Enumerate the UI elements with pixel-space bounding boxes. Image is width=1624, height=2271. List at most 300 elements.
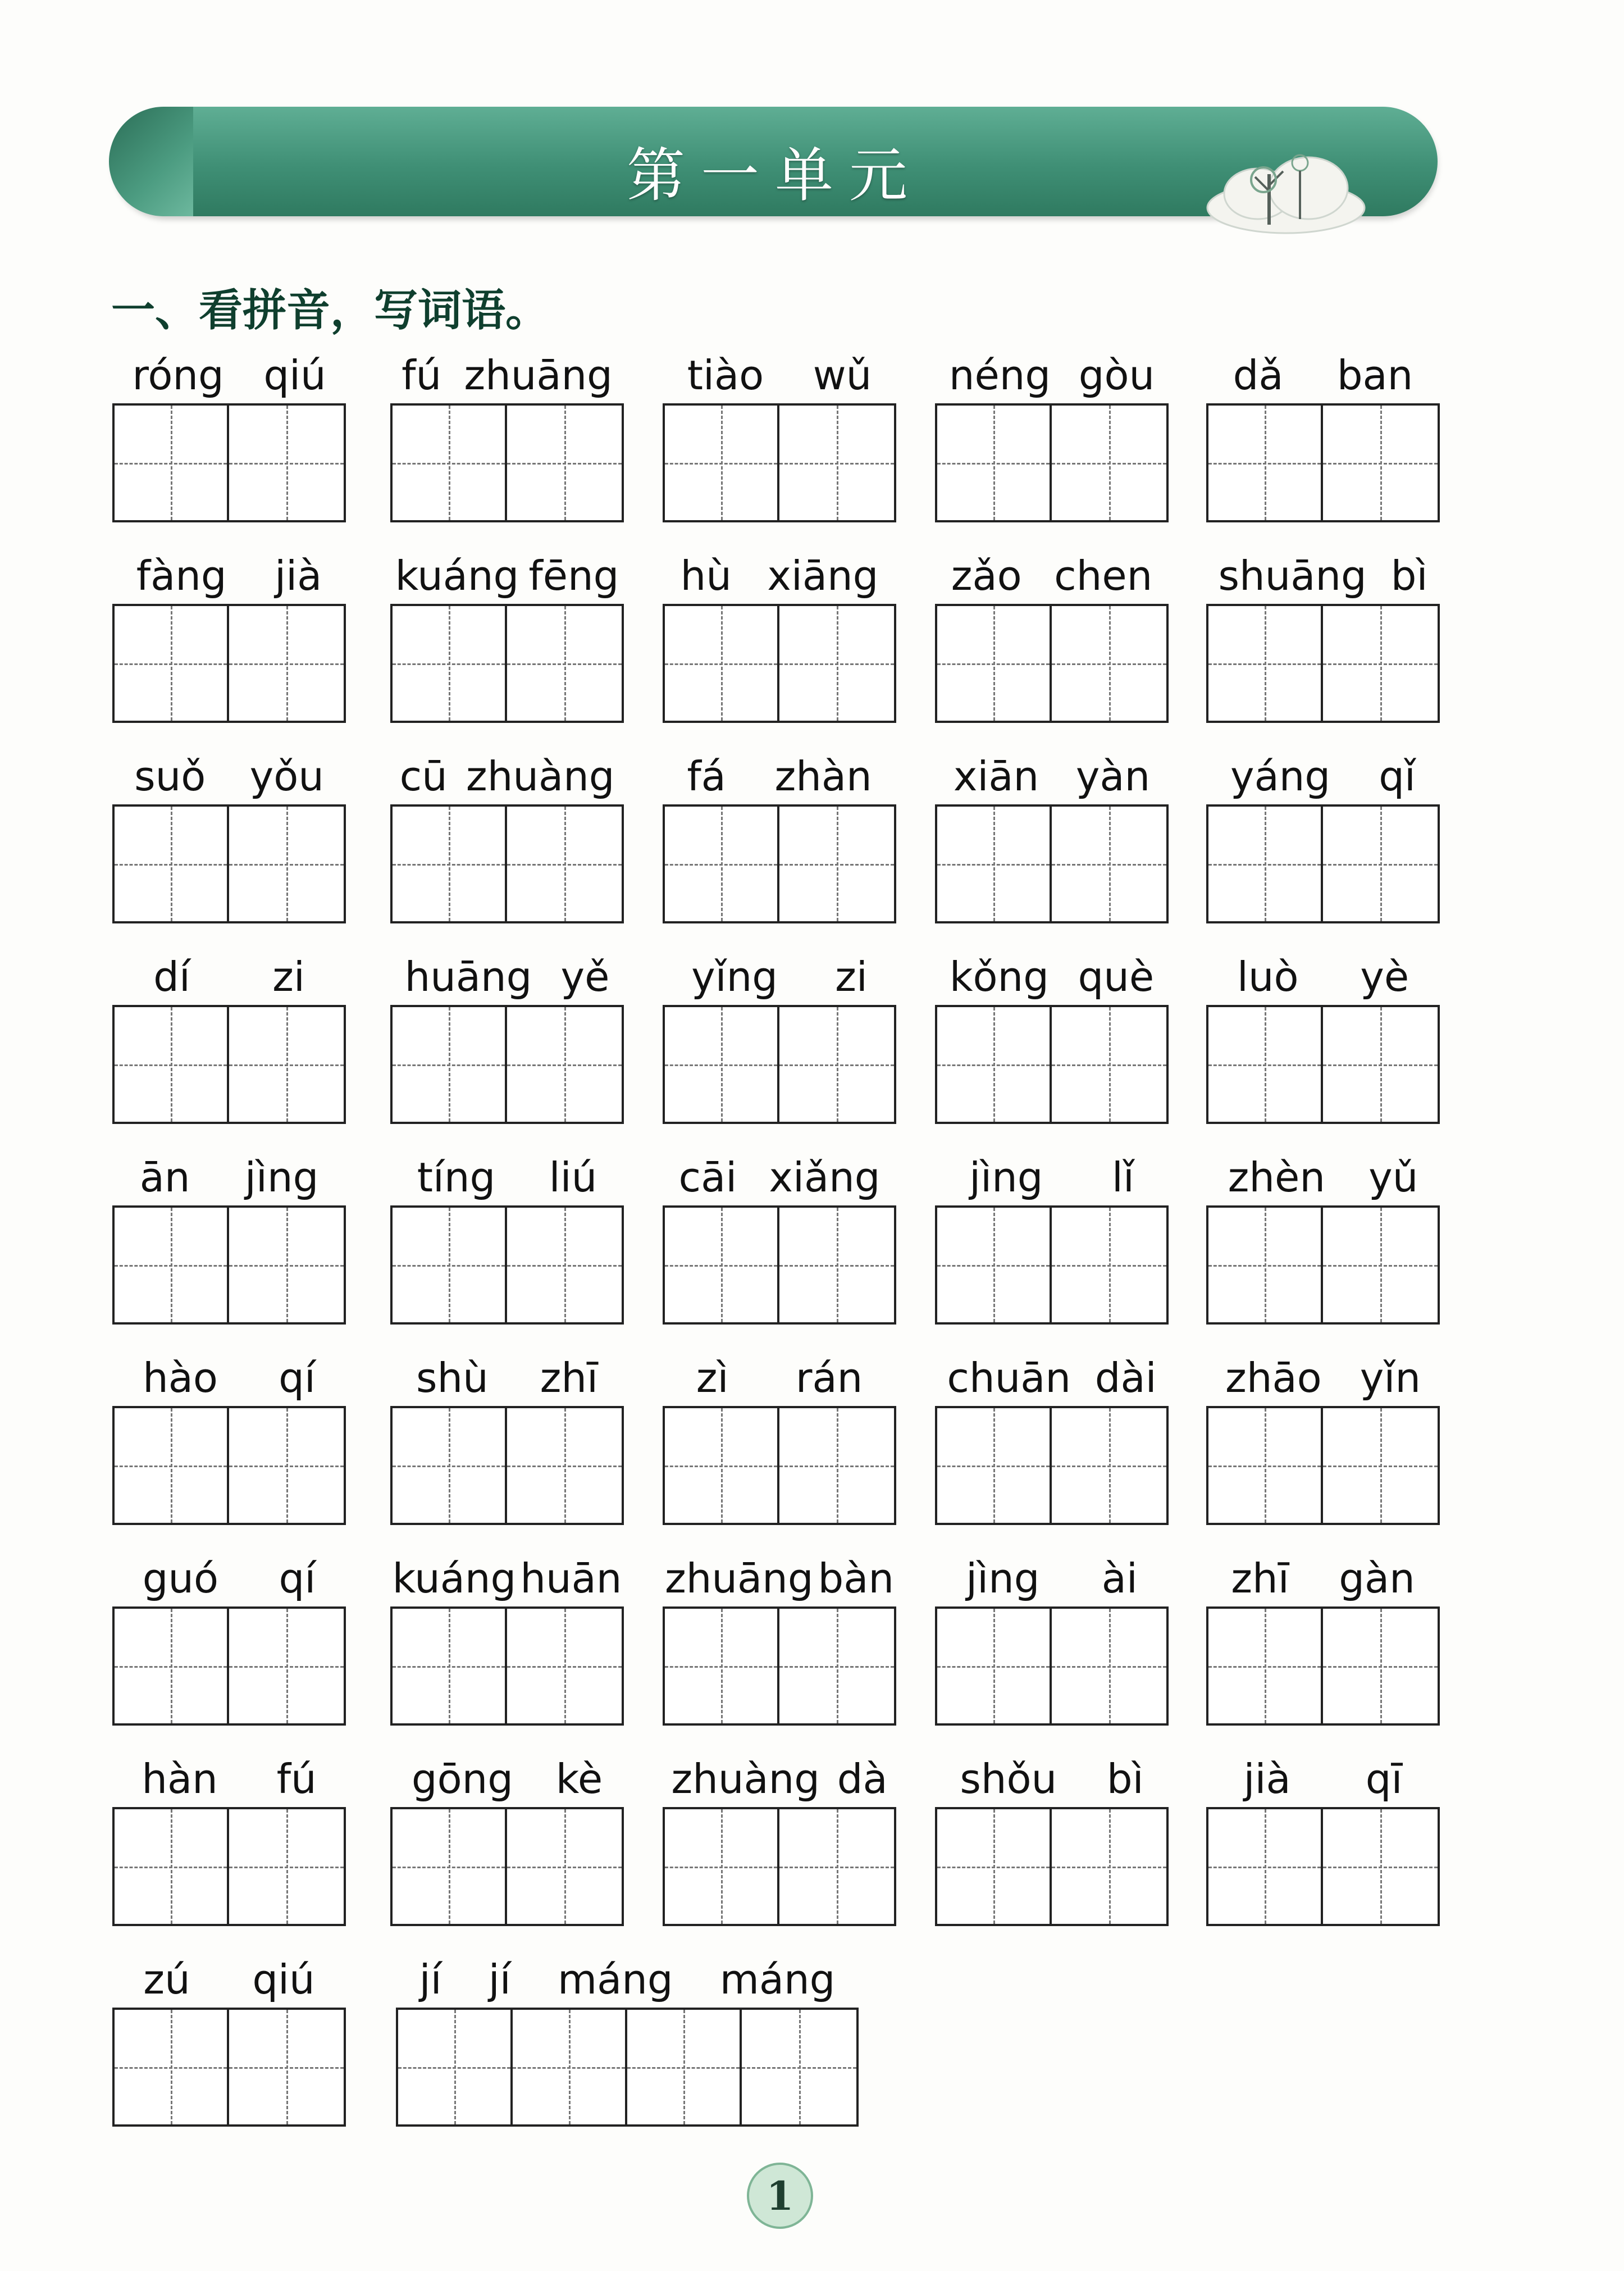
pinyin-syllable: jí: [488, 1956, 511, 2003]
writing-boxes: [663, 1406, 896, 1525]
writing-boxes: [935, 1406, 1169, 1525]
tianzige-box[interactable]: [665, 1208, 779, 1322]
pinyin-syllable: ban: [1336, 352, 1413, 399]
tianzige-box[interactable]: [1208, 1208, 1323, 1322]
pinyin-syllable: yě: [560, 953, 610, 1000]
word-cell: [390, 1145, 624, 1330]
page-number: 1: [747, 2163, 813, 2229]
writing-boxes: [1206, 1205, 1440, 1325]
pinyin-syllable: kuáng: [395, 552, 519, 599]
pinyin-syllable: qī: [1365, 1755, 1403, 1803]
pinyin-syllable: shǒu: [960, 1755, 1057, 1803]
pinyin-syllable: máng: [719, 1956, 836, 2003]
writing-boxes: [112, 604, 346, 723]
tianzige-box[interactable]: [507, 1809, 622, 1924]
pinyin-syllable: jìng: [244, 1154, 319, 1201]
tianzige-box[interactable]: [1323, 1007, 1438, 1122]
word-cell: [112, 343, 346, 528]
word-cell: [112, 1746, 346, 1932]
pinyin-line: [1206, 1546, 1440, 1602]
tianzige-box[interactable]: [665, 1809, 779, 1924]
tianzige-box[interactable]: [115, 1208, 229, 1322]
pinyin-syllable: kè: [555, 1755, 603, 1803]
tianzige-box[interactable]: [1208, 406, 1323, 520]
pinyin-syllable: zú: [143, 1956, 190, 2003]
tianzige-box[interactable]: [1208, 807, 1323, 921]
pinyin-syllable: cū: [399, 753, 448, 800]
tianzige-box[interactable]: [665, 807, 779, 921]
pinyin-syllable: fēng: [528, 552, 619, 599]
tianzige-box[interactable]: [507, 406, 622, 520]
tianzige-box[interactable]: [627, 2010, 742, 2124]
word-cell: [935, 744, 1169, 929]
pinyin-line: [935, 1345, 1169, 1401]
tianzige-box[interactable]: [229, 1208, 344, 1322]
pinyin-line: [935, 1746, 1169, 1803]
word-cell: [390, 543, 624, 729]
pinyin-syllable: gàn: [1339, 1555, 1415, 1602]
pinyin-syllable: dà: [837, 1755, 888, 1803]
tianzige-box[interactable]: [1208, 1408, 1323, 1523]
pinyin-syllable: jià: [1243, 1755, 1291, 1803]
pinyin-line: [390, 1546, 624, 1602]
pinyin-syllable: ài: [1101, 1555, 1138, 1602]
pinyin-syllable: fàng: [136, 552, 227, 599]
writing-boxes: [1206, 403, 1440, 522]
tianzige-box[interactable]: [229, 1809, 344, 1924]
pinyin-syllable: gòu: [1078, 352, 1155, 399]
tianzige-box[interactable]: [507, 606, 622, 721]
writing-boxes: [390, 1005, 624, 1124]
pinyin-syllable: yǐng: [691, 953, 778, 1000]
word-cell: [935, 343, 1169, 528]
word-cell: [390, 944, 624, 1130]
word-cell: [935, 1546, 1169, 1731]
word-cell: [663, 1345, 896, 1531]
writing-boxes: [390, 804, 624, 923]
word-cell: [935, 1345, 1169, 1531]
pinyin-syllable: jìng: [969, 1154, 1043, 1201]
tianzige-box[interactable]: [665, 406, 779, 520]
word-cell: [663, 343, 896, 528]
tianzige-box[interactable]: [1208, 1007, 1323, 1122]
tianzige-box[interactable]: [665, 606, 779, 721]
tianzige-box[interactable]: [779, 406, 894, 520]
pinyin-syllable: hù: [680, 552, 732, 599]
pinyin-syllable: tíng: [417, 1154, 496, 1201]
pinyin-syllable: zǎo: [951, 552, 1022, 599]
writing-boxes: [390, 1205, 624, 1325]
pinyin-syllable: chen: [1054, 552, 1153, 599]
pinyin-syllable: huān: [520, 1555, 622, 1602]
tianzige-box[interactable]: [937, 406, 1052, 520]
tianzige-box[interactable]: [1052, 1408, 1166, 1523]
pinyin-line: [1206, 944, 1440, 1000]
pinyin-syllable: fá: [687, 753, 726, 800]
writing-boxes: [935, 1005, 1169, 1124]
writing-boxes: [663, 1606, 896, 1726]
word-cell: [390, 1345, 624, 1531]
tianzige-box[interactable]: [393, 1007, 507, 1122]
tianzige-box[interactable]: [1323, 1609, 1438, 1723]
word-cell: [1206, 744, 1440, 929]
writing-boxes: [663, 1005, 896, 1124]
tianzige-box[interactable]: [1052, 1809, 1166, 1924]
pinyin-syllable: shuāng: [1218, 552, 1367, 599]
tianzige-box[interactable]: [115, 1007, 229, 1122]
tianzige-box[interactable]: [229, 1609, 344, 1723]
writing-boxes: [112, 1406, 346, 1525]
pinyin-syllable: shù: [416, 1354, 489, 1401]
tianzige-box[interactable]: [1208, 1809, 1323, 1924]
pinyin-syllable: zhuàng: [466, 753, 615, 800]
pinyin-line: [112, 543, 346, 599]
pinyin-line: [112, 1546, 346, 1602]
pinyin-line: [1206, 1145, 1440, 1201]
pinyin-line: [935, 944, 1169, 1000]
pinyin-syllable: zi: [835, 953, 868, 1000]
word-cell: [390, 1546, 624, 1731]
pinyin-syllable: liú: [549, 1154, 597, 1201]
tianzige-box[interactable]: [779, 606, 894, 721]
tianzige-box[interactable]: [229, 807, 344, 921]
pinyin-line: [390, 744, 624, 800]
pinyin-syllable: zhàn: [774, 753, 872, 800]
pinyin-syllable: dài: [1094, 1354, 1157, 1401]
word-cell: [112, 744, 346, 929]
word-cell: [935, 944, 1169, 1130]
pinyin-syllable: zhèn: [1228, 1154, 1325, 1201]
word-cell: [396, 1947, 859, 2132]
writing-boxes: [112, 1807, 346, 1926]
word-cell: [390, 1746, 624, 1932]
tianzige-box[interactable]: [1323, 1408, 1438, 1523]
writing-boxes: [396, 2008, 859, 2127]
tianzige-box[interactable]: [393, 1208, 507, 1322]
pinyin-syllable: kǒng: [949, 953, 1049, 1000]
tianzige-box[interactable]: [507, 1609, 622, 1723]
pinyin-syllable: zhī: [540, 1354, 599, 1401]
writing-boxes: [112, 1205, 346, 1325]
pinyin-syllable: hàn: [142, 1755, 218, 1803]
tianzige-box[interactable]: [507, 1208, 622, 1322]
tianzige-box[interactable]: [1323, 1809, 1438, 1924]
pinyin-line: [112, 343, 346, 399]
word-cell: [663, 543, 896, 729]
writing-boxes: [112, 2008, 346, 2127]
pinyin-line: [112, 1947, 346, 2003]
tianzige-box[interactable]: [1052, 807, 1166, 921]
word-cell: [663, 1746, 896, 1932]
pinyin-syllable: zhuāng: [464, 352, 613, 399]
tianzige-box[interactable]: [1323, 606, 1438, 721]
pinyin-syllable: tiào: [687, 352, 764, 399]
writing-boxes: [1206, 1807, 1440, 1926]
tianzige-box[interactable]: [398, 2010, 513, 2124]
pinyin-line: [663, 1145, 896, 1201]
pinyin-syllable: yè: [1360, 953, 1409, 1000]
pinyin-syllable: qiú: [252, 1956, 315, 2003]
pinyin-line: [396, 1947, 859, 2003]
tianzige-box[interactable]: [115, 1809, 229, 1924]
writing-boxes: [1206, 1606, 1440, 1726]
pinyin-syllable: bàn: [818, 1555, 894, 1602]
pinyin-syllable: qí: [279, 1555, 316, 1602]
tianzige-box[interactable]: [507, 1007, 622, 1122]
tianzige-box[interactable]: [1052, 606, 1166, 721]
pinyin-syllable: fú: [402, 352, 442, 399]
tianzige-box[interactable]: [393, 406, 507, 520]
pinyin-syllable: róng: [132, 352, 224, 399]
pinyin-syllable: zhāo: [1225, 1354, 1322, 1401]
unit-title: 第一单元: [626, 141, 923, 210]
tianzige-box[interactable]: [229, 1007, 344, 1122]
pinyin-syllable: què: [1078, 953, 1155, 1000]
tianzige-box[interactable]: [779, 807, 894, 921]
pinyin-line: [663, 744, 896, 800]
tianzige-box[interactable]: [115, 2010, 229, 2124]
tianzige-box[interactable]: [507, 807, 622, 921]
pinyin-line: [663, 343, 896, 399]
tianzige-box[interactable]: [1052, 1609, 1166, 1723]
word-cell: [663, 744, 896, 929]
pinyin-line: [112, 944, 346, 1000]
tianzige-box[interactable]: [1208, 606, 1323, 721]
writing-boxes: [935, 604, 1169, 723]
word-cell: [112, 1546, 346, 1731]
pinyin-line: [935, 543, 1169, 599]
writing-boxes: [390, 1406, 624, 1525]
tianzige-box[interactable]: [1052, 1208, 1166, 1322]
word-cell: [390, 744, 624, 929]
tianzige-box[interactable]: [115, 1609, 229, 1723]
pinyin-line: [390, 1145, 624, 1201]
pinyin-syllable: ān: [139, 1154, 190, 1201]
writing-boxes: [112, 1606, 346, 1726]
pinyin-syllable: rán: [795, 1354, 863, 1401]
tianzige-box[interactable]: [1323, 1208, 1438, 1322]
word-cell: [112, 1345, 346, 1531]
tianzige-box[interactable]: [229, 2010, 344, 2124]
pinyin-line: [1206, 543, 1440, 599]
pinyin-syllable: bì: [1106, 1755, 1144, 1803]
pinyin-syllable: kuáng: [392, 1555, 517, 1602]
tianzige-box[interactable]: [937, 1809, 1052, 1924]
pinyin-syllable: bì: [1390, 552, 1428, 599]
pinyin-syllable: yǐn: [1360, 1354, 1421, 1401]
pinyin-syllable: xiān: [953, 753, 1039, 800]
tianzige-box[interactable]: [1052, 1007, 1166, 1122]
word-cell: [935, 543, 1169, 729]
pinyin-line: [112, 1345, 346, 1401]
word-cell: [1206, 1145, 1440, 1330]
pinyin-syllable: qiú: [263, 352, 326, 399]
tianzige-box[interactable]: [779, 1007, 894, 1122]
pinyin-syllable: wǔ: [813, 352, 872, 399]
tianzige-box[interactable]: [779, 1809, 894, 1924]
pinyin-line: [390, 1345, 624, 1401]
pinyin-syllable: jí: [419, 1956, 442, 2003]
word-cell: [663, 1145, 896, 1330]
writing-boxes: [935, 804, 1169, 923]
tianzige-box[interactable]: [1323, 406, 1438, 520]
pinyin-line: [663, 1546, 896, 1602]
tianzige-box[interactable]: [393, 606, 507, 721]
tianzige-box[interactable]: [937, 1609, 1052, 1723]
tianzige-box[interactable]: [229, 406, 344, 520]
word-cell: [112, 1145, 346, 1330]
writing-boxes: [1206, 604, 1440, 723]
word-cell: [1206, 944, 1440, 1130]
tianzige-box[interactable]: [665, 1408, 779, 1523]
pinyin-syllable: xiǎng: [769, 1154, 881, 1201]
tianzige-box[interactable]: [665, 1007, 779, 1122]
word-cell: [390, 343, 624, 528]
pinyin-syllable: zhuāng: [665, 1555, 814, 1602]
pinyin-syllable: luò: [1237, 953, 1299, 1000]
tianzige-box[interactable]: [1208, 1609, 1323, 1723]
writing-boxes: [112, 1005, 346, 1124]
tianzige-box[interactable]: [393, 1609, 507, 1723]
word-cell: [1206, 1546, 1440, 1731]
tianzige-box[interactable]: [937, 606, 1052, 721]
writing-boxes: [935, 1606, 1169, 1726]
word-cell: [663, 1546, 896, 1731]
word-cell: [1206, 1345, 1440, 1531]
writing-boxes: [1206, 1005, 1440, 1124]
writing-boxes: [935, 1205, 1169, 1325]
word-cell: [1206, 343, 1440, 528]
writing-boxes: [663, 403, 896, 522]
tianzige-box[interactable]: [779, 1609, 894, 1723]
pinyin-syllable: chuān: [947, 1354, 1071, 1401]
pinyin-line: [663, 1746, 896, 1803]
pinyin-syllable: zhuàng: [671, 1755, 820, 1803]
pinyin-line: [935, 1145, 1169, 1201]
writing-boxes: [663, 1205, 896, 1325]
tianzige-box[interactable]: [665, 1609, 779, 1723]
writing-boxes: [390, 1606, 624, 1726]
word-cell: [112, 543, 346, 729]
tianzige-box[interactable]: [742, 2010, 856, 2124]
tianzige-box[interactable]: [507, 1408, 622, 1523]
pinyin-line: [112, 744, 346, 800]
word-cell: [112, 1947, 346, 2132]
tianzige-box[interactable]: [513, 2010, 627, 2124]
pinyin-line: [663, 1345, 896, 1401]
tianzige-box[interactable]: [115, 1408, 229, 1523]
writing-boxes: [935, 1807, 1169, 1926]
word-cell: [663, 944, 896, 1130]
tianzige-box[interactable]: [229, 606, 344, 721]
pinyin-syllable: lǐ: [1111, 1154, 1134, 1201]
pinyin-line: [663, 944, 896, 1000]
tianzige-box[interactable]: [779, 1408, 894, 1523]
pinyin-syllable: yàn: [1075, 753, 1151, 800]
pinyin-syllable: hào: [143, 1354, 218, 1401]
writing-boxes: [390, 403, 624, 522]
pinyin-syllable: yáng: [1230, 753, 1331, 800]
writing-boxes: [1206, 1406, 1440, 1525]
tianzige-box[interactable]: [393, 807, 507, 921]
pinyin-syllable: qí: [279, 1354, 316, 1401]
pinyin-line: [390, 343, 624, 399]
pinyin-line: [1206, 1345, 1440, 1401]
pinyin-syllable: guó: [142, 1555, 219, 1602]
tianzige-box[interactable]: [115, 606, 229, 721]
pinyin-line: [1206, 1746, 1440, 1803]
tianzige-box[interactable]: [115, 406, 229, 520]
pinyin-syllable: gōng: [411, 1755, 513, 1803]
word-cell: [935, 1746, 1169, 1932]
writing-boxes: [663, 804, 896, 923]
pinyin-line: [1206, 343, 1440, 399]
pinyin-syllable: cāi: [678, 1154, 737, 1201]
pinyin-syllable: néng: [948, 352, 1051, 399]
word-cell: [112, 944, 346, 1130]
pinyin-line: [935, 744, 1169, 800]
tianzige-box[interactable]: [229, 1408, 344, 1523]
pinyin-syllable: jìng: [966, 1555, 1040, 1602]
pinyin-syllable: fú: [276, 1755, 317, 1803]
pinyin-syllable: xiāng: [767, 552, 879, 599]
section-heading: 一、看拼音，写词语。: [111, 285, 550, 336]
tianzige-box[interactable]: [937, 1007, 1052, 1122]
tianzige-box[interactable]: [937, 807, 1052, 921]
tianzige-box[interactable]: [393, 1809, 507, 1924]
writing-boxes: [663, 604, 896, 723]
writing-boxes: [663, 1807, 896, 1926]
pinyin-syllable: zhī: [1231, 1555, 1289, 1602]
writing-boxes: [112, 403, 346, 522]
pinyin-syllable: dǎ: [1233, 352, 1284, 399]
pinyin-line: [112, 1746, 346, 1803]
pinyin-line: [1206, 744, 1440, 800]
pinyin-syllable: yǔ: [1368, 1154, 1418, 1201]
pinyin-syllable: suǒ: [134, 753, 206, 800]
pinyin-line: [390, 1746, 624, 1803]
pinyin-line: [112, 1145, 346, 1201]
word-cell: [1206, 543, 1440, 729]
tianzige-box[interactable]: [115, 807, 229, 921]
pinyin-syllable: dí: [153, 953, 190, 1000]
writing-boxes: [390, 1807, 624, 1926]
tianzige-box[interactable]: [937, 1208, 1052, 1322]
pinyin-syllable: jià: [275, 552, 322, 599]
tianzige-box[interactable]: [1052, 406, 1166, 520]
tianzige-box[interactable]: [937, 1408, 1052, 1523]
pinyin-syllable: qǐ: [1379, 753, 1416, 800]
pinyin-syllable: máng: [558, 1956, 673, 2003]
pinyin-line: [390, 543, 624, 599]
pinyin-line: [935, 343, 1169, 399]
tianzige-box[interactable]: [779, 1208, 894, 1322]
pinyin-syllable: huāng: [404, 953, 532, 1000]
pinyin-syllable: yǒu: [249, 753, 324, 800]
word-cell: [935, 1145, 1169, 1330]
tianzige-box[interactable]: [393, 1408, 507, 1523]
word-cell: [1206, 1746, 1440, 1932]
pinyin-line: [390, 944, 624, 1000]
pinyin-syllable: zì: [696, 1354, 729, 1401]
writing-boxes: [390, 604, 624, 723]
writing-boxes: [935, 403, 1169, 522]
tianzige-box[interactable]: [1323, 807, 1438, 921]
pinyin-line: [935, 1546, 1169, 1602]
writing-boxes: [112, 804, 346, 923]
writing-boxes: [1206, 804, 1440, 923]
pinyin-syllable: zi: [272, 953, 305, 1000]
